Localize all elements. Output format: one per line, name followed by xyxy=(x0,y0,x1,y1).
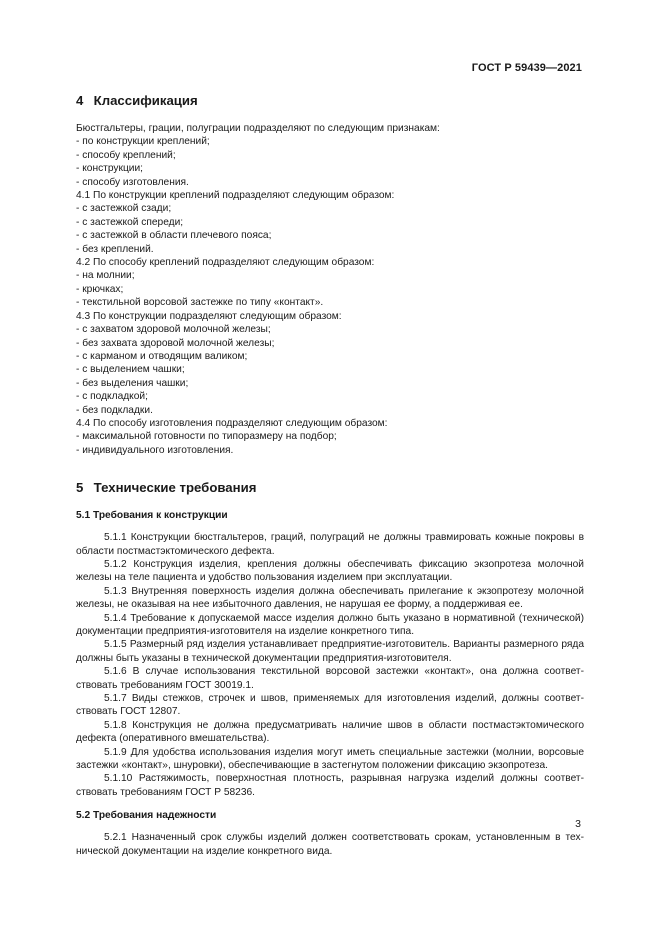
page-content xyxy=(76,92,584,858)
classification-line: - с выделением чашки; xyxy=(76,364,185,376)
classification-line: 4.3 По конструкции подразделяют следующим образом: xyxy=(76,310,342,322)
section-gap xyxy=(76,457,584,479)
subsection-5-2-body xyxy=(76,831,584,858)
requirement-paragraph: 5.1.8 Конструкция не должна предусматривать наличие швов в области постмастэктомического дефекта (оперативного вмешательства). xyxy=(76,719,584,745)
section-4-heading xyxy=(76,92,584,109)
classification-line: - способу изготовления. xyxy=(76,176,189,188)
page-number: 3 xyxy=(575,818,581,830)
requirement-paragraph: 5.1.2 Конструкция изделия, крепления должны обеспечивать фиксацию экзопротеза молочной железы на теле пациента и удобство пользования изделием при эксплуатации. xyxy=(76,558,584,584)
requirement-paragraph: 5.1.7 Виды стежков, строчек и швов, применяемых для изготовления изделий, должны соответствовать ГОСТ 12807. xyxy=(76,693,584,718)
subsection-5-1-body xyxy=(76,531,584,799)
subsection-5-2-heading: 5.2 Требования надежности xyxy=(76,810,217,822)
requirement-paragraph: 5.1.10 Растяжимость, поверхностная плотность, разрывная нагрузка изделий должны соответствовать требованиям ГОСТ Р 58236. xyxy=(76,773,584,798)
requirement-paragraph: 5.2.1 Назначенный срок службы изделий должен соответствовать срокам, установленным в технической документации на изделие конкретного вида. xyxy=(76,832,584,857)
requirement-paragraph: 5.1.9 Для удобства использования изделия могут иметь специальные застежки (молнии, ворсовые застежки «контакт», шнуровки), обеспечивающие в застегнутом положении фиксацию экзопротеза. xyxy=(76,746,584,772)
requirement-paragraph: 5.1.1 Конструкции бюстгальтеров, граций, полуграций не должны травмировать кожные покровы в области постмастэктомического дефекта. xyxy=(76,532,584,557)
classification-line: - с застежкой спереди; xyxy=(76,216,184,228)
classification-line: - индивидуального изготовления. xyxy=(76,444,234,456)
classification-line: - с подкладкой; xyxy=(76,391,148,403)
classification-line: - способу креплений; xyxy=(76,149,176,161)
subsection-5-1-heading: 5.1 Требования к конструкции xyxy=(76,510,228,522)
requirement-paragraph: 5.1.5 Размерный ряд изделия устанавливает предприятие-изготовитель. Варианты размерного ряда должны быть указаны в технической документации предприятия-изготовителя. xyxy=(76,639,584,664)
section-5-title: Технические требования xyxy=(93,480,257,496)
requirement-paragraph: 5.1.4 Требование к допускаемой массе изделия должно быть указано в нормативной (технической) документации предприятия-изготовителя на изделие конкретного типа. xyxy=(76,612,584,637)
classification-line: - максимальной готовности по типоразмеру на подбор; xyxy=(76,431,337,443)
classification-line: - без креплений. xyxy=(76,243,154,255)
section-5-number: 5 xyxy=(76,480,84,496)
classification-line: - с карманом и отводящим валиком; xyxy=(76,350,248,362)
classification-line: - с захватом здоровой молочной железы; xyxy=(76,324,271,336)
standard-code: ГОСТ Р 59439—2021 xyxy=(471,62,582,74)
requirement-paragraph: 5.1.6 В случае использования текстильной ворсовой застежки «контакт», она должна соответствовать требованиям ГОСТ 30019.1. xyxy=(76,666,584,691)
classification-line: 4.1 По конструкции креплений подразделяют следующим образом: xyxy=(76,190,395,202)
classification-line: - крючках; xyxy=(76,283,124,295)
classification-line: - без выделения чашки; xyxy=(76,377,189,389)
section-4-number: 4 xyxy=(76,93,84,108)
subsection-gap xyxy=(76,799,584,809)
classification-line: - текстильной ворсовой застежке по типу «контакт». xyxy=(76,297,324,309)
classification-line: 4.2 По способу креплений подразделяют следующим образом: xyxy=(76,257,375,269)
classification-line: - без захвата здоровой молочной железы; xyxy=(76,337,275,349)
requirement-paragraph: 5.1.3 Внутренняя поверхность изделия должна обеспечивать прилегание к экзопротезу молочной железы, не оказывая на нее избыточного давления, не нарушая ее форму, а поддерживая ее. xyxy=(76,585,584,611)
section-4-body xyxy=(76,122,584,457)
classification-line: - на молнии; xyxy=(76,270,135,282)
classification-line: - по конструкции креплений; xyxy=(76,136,210,148)
section-5-heading xyxy=(76,479,584,496)
classification-line: Бюстгальтеры, грации, полуграции подразделяют по следующим признакам: xyxy=(76,123,440,134)
classification-line: - без подкладки. xyxy=(76,404,153,416)
classification-line: - с застежкой сзади; xyxy=(76,203,172,215)
classification-line: 4.4 По способу изготовления подразделяют следующим образом: xyxy=(76,417,388,429)
classification-line: - с застежкой в области плечевого пояса; xyxy=(76,230,272,242)
section-4-title: Классификация xyxy=(93,93,198,108)
classification-line: - конструкции; xyxy=(76,163,143,175)
